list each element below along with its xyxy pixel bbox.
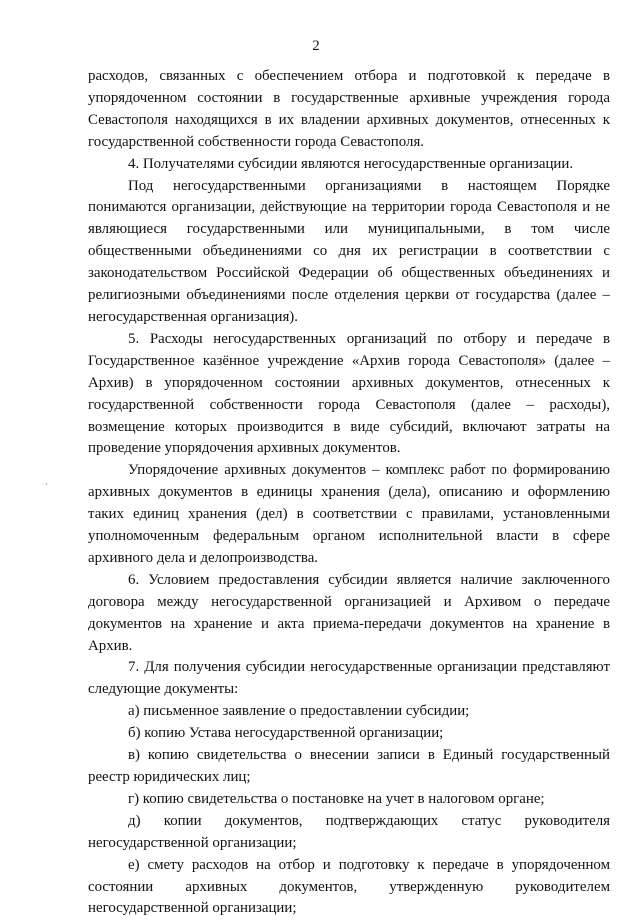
paragraph-costs-continuation: расходов, связанных с обеспечением отбора и подготовкой к передаче в упорядоченном состоянии в государственные архивные учреждения города Севастополя находящихся в их владении архивных документов, отнесенных к государственной собственности города Севастополя. [88,68,610,150]
list-item-b: б) копию Устава негосударственной организации; [128,725,444,742]
list-item-a: а) письменное заявление о предоставлении субсидии; [128,703,470,720]
document-body [88,66,610,920]
paragraph-7-documents: 7. Для получения субсидии негосударственные организации представляют следующие документы: [88,659,610,698]
page-number: 2 [312,38,320,54]
list-item-g: г) копию свидетельства о постановке на учет в налоговом органе; [128,790,545,807]
paragraph-5-expenses: 5. Расходы негосударственных организаций по отбору и передаче в Государственное казённое учреждение «Архив города Севастополя» (далее – Архив) в упорядоченном состоянии архивных документов, отнесенных к государственной собственности города Севастополя (далее – расходы), возмещение которых производится в виде субсидий, включают затраты на проведение упорядочения архивных документов. [88,330,610,457]
paragraph-definition-ngo: Под негосударственными организациями в настоящем Порядке понимаются организации, действующие на территории города Севастополя и не являющиеся государственными или муниципальными, в том числе общественными объединениями со дня их регистрации в соответствии с законодательством Российской Федерации об общественных объединениях и религиозными объединениями после отделения церкви от государства (далее – негосударственная организация). [88,177,610,325]
paragraph-ordering-definition: Упорядочение архивных документов – комплекс работ по формированию архивных документов в единицы хранения (дела), описанию и оформлению таких единиц хранения (дел) в соответствии с правилами, установленными уполномоченным федеральным органом исполнительной власти в сфере архивного дела и делопроизводства. [88,462,610,566]
list-item-v: в) копию свидетельства о внесении записи в Единый государственный реестр юридических лиц; [88,747,610,785]
margin-mark: ` [45,482,48,492]
list-item-e: е) смету расходов на отбор и подготовку к передаче в упорядоченном состоянии архивных документов, утвержденную руководителем негосударственной организации; [88,856,610,917]
paragraph-4-recipients: 4. Получателями субсидии являются негосударственные организации. [128,155,574,172]
list-item-d: д) копии документов, подтверждающих статус руководителя негосударственной организации; [88,812,610,851]
paragraph-6-condition: 6. Условием предоставления субсидии является наличие заключенного договора между негосударственной организацией и Архивом о передаче документов на хранение и акта приема-передачи документов на хранение в Архив. [88,571,610,654]
